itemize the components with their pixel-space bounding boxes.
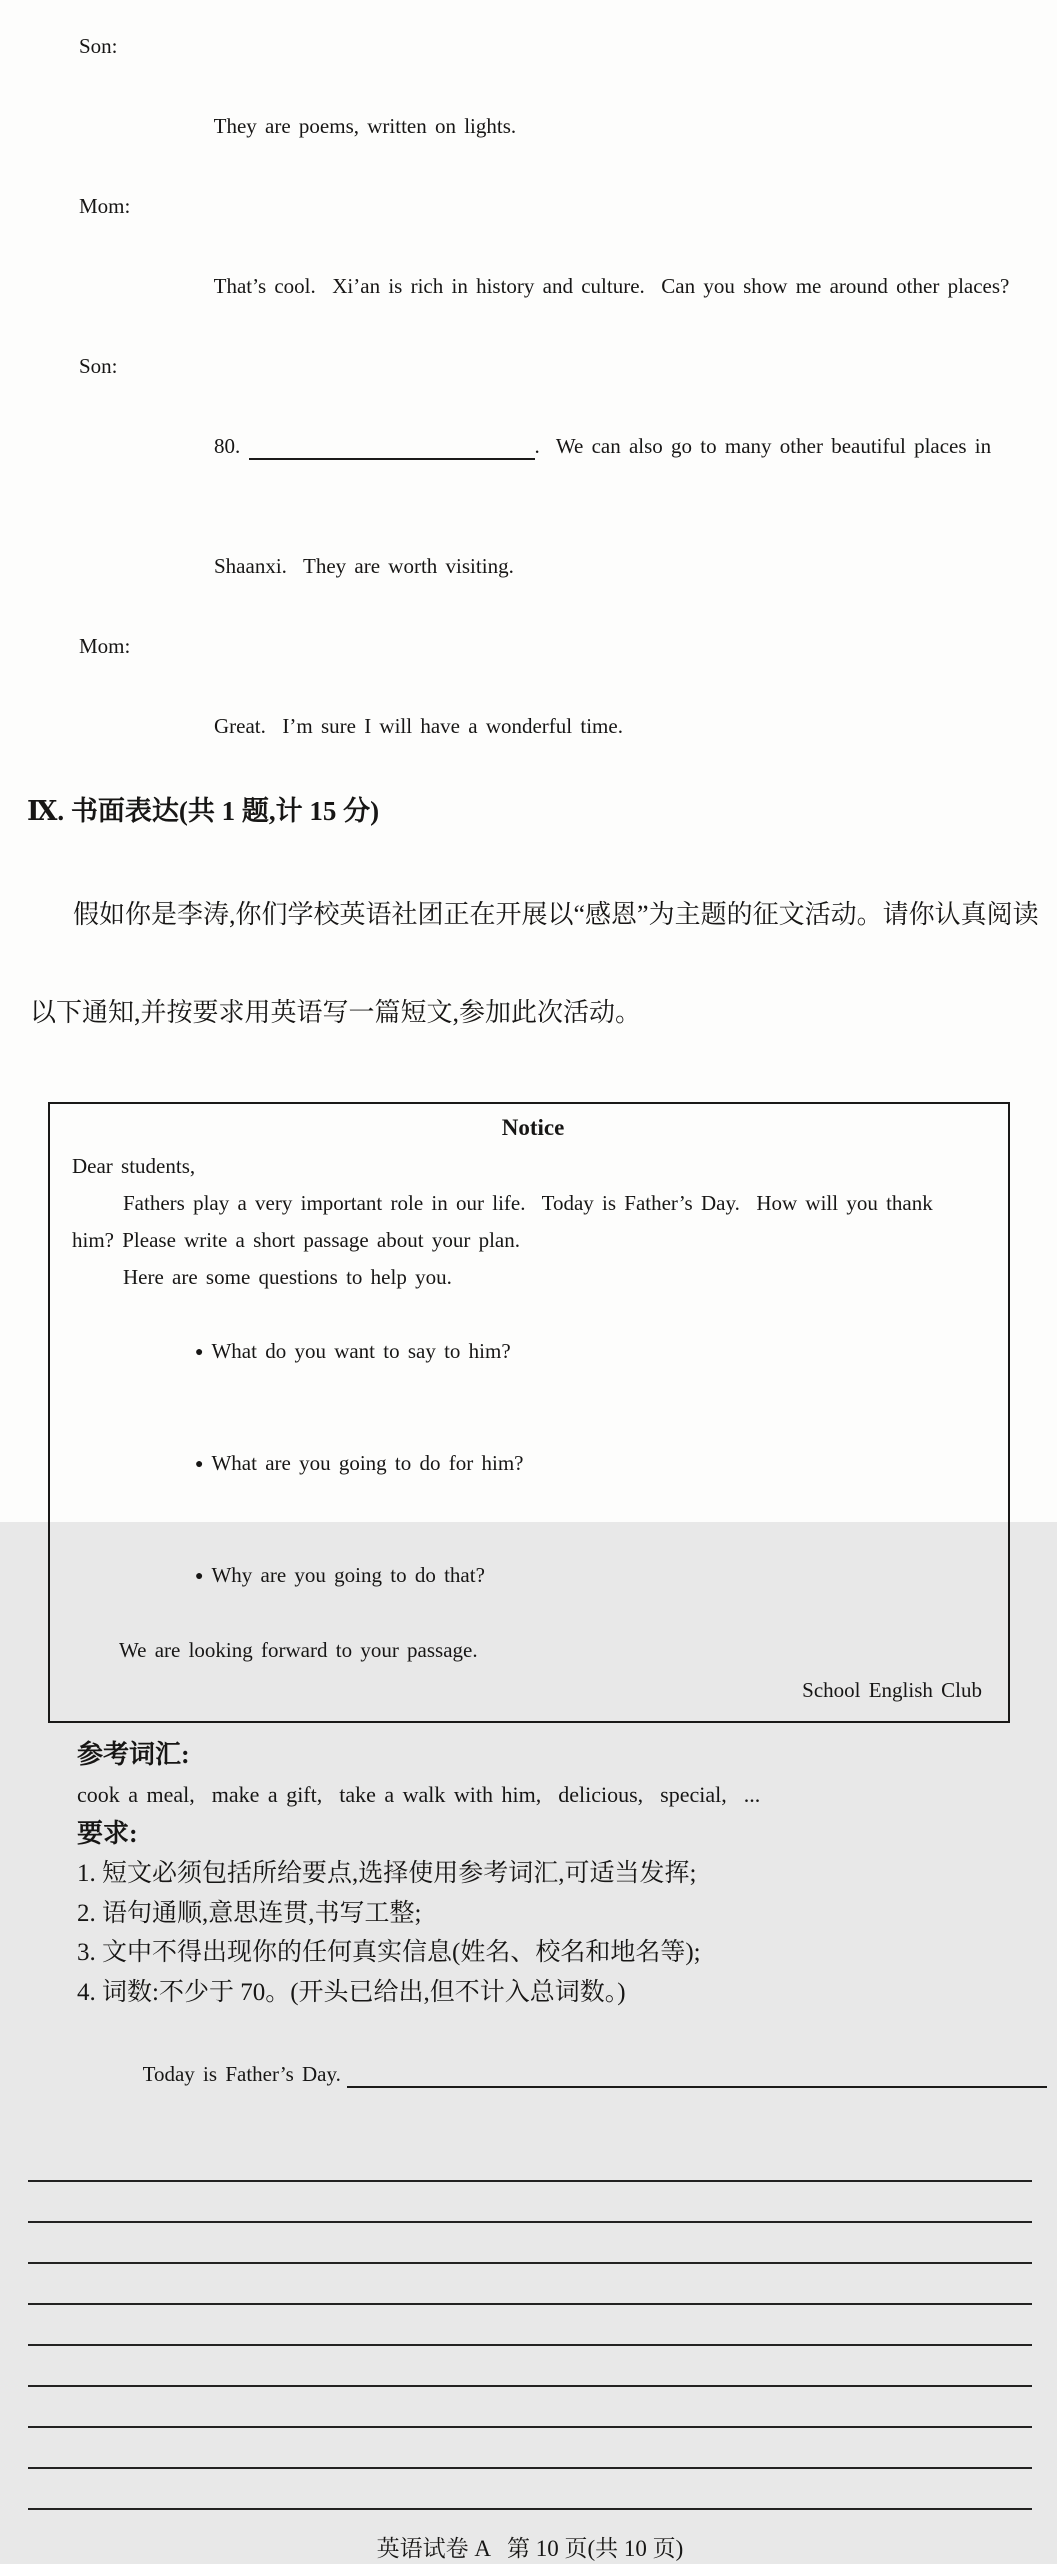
- speaker-label: Mom:: [79, 194, 131, 218]
- answer-line: [28, 2387, 1032, 2428]
- answer-blank-opening: [347, 2072, 1047, 2088]
- answer-line: [28, 2346, 1032, 2387]
- notice-title: Notice: [501, 1115, 565, 1140]
- dialogue-text: Shaanxi. They are worth visiting.: [214, 554, 514, 578]
- question-number: 80.: [214, 434, 249, 458]
- notice-signature: School English Club: [802, 1678, 982, 1702]
- notice-box: [48, 1102, 1010, 1723]
- dialogue-text: . We can also go to many other beautiful places in: [534, 434, 992, 458]
- notice-bullet-item: [72, 1408, 994, 1520]
- requirement-item: 2. 语句通顺,意思连贯,书写工整;: [77, 1899, 422, 1927]
- dialogue-text: They are poems, written on lights.: [213, 114, 517, 138]
- reference-label: 参考词汇:: [77, 1740, 190, 1769]
- answer-line: [28, 2264, 1032, 2305]
- answer-line: [28, 2223, 1032, 2264]
- reference-words: cook a meal, make a gift, take a walk with him, delicious, special, ...: [77, 1782, 761, 1807]
- bullet-text: What are you going to do for him?: [211, 1451, 524, 1475]
- notice-body-line: Fathers play a very important role in our life. Today is Father’s Day. How will you thank: [123, 1191, 933, 1215]
- notice-bullet-item: [72, 1520, 994, 1632]
- intro-line: 假如你是李涛,你们学校英语社团正在开展以“感恩”为主题的征文活动。请你认真阅读: [73, 900, 1039, 929]
- dialogue-line-question-80: [30, 346, 1030, 506]
- requirement-item: 4. 词数:不少于 70。(开头已给出,但不计入总词数。): [77, 1978, 626, 2006]
- dialogue-text: That’s cool. Xi’an is rich in history and culture. Can you show me around other places?: [213, 274, 1010, 298]
- dialogue-line: [30, 26, 1030, 186]
- opening-text: Today is Father’s Day.: [142, 2062, 341, 2086]
- page-footer: 英语试卷 A 第 10 页(共 10 页): [376, 2536, 684, 2561]
- section-heading: Ⅸ. 书面表达(共 1 题,计 15 分): [27, 796, 380, 826]
- bullet-icon: ●: [195, 1345, 204, 1360]
- reference-requirements-section: [77, 1735, 1030, 2136]
- notice-body-line: him? Please write a short passage about your plan.: [72, 1228, 520, 1252]
- answer-line: [28, 2141, 1032, 2182]
- dialogue-text: Great. I’m sure I will have a wonderful time.: [214, 714, 623, 738]
- answer-line: [28, 2182, 1032, 2223]
- dialogue-line: [30, 626, 1030, 786]
- section-intro: [30, 836, 1039, 1092]
- speaker-label: Mom:: [79, 634, 131, 658]
- dialogue-line: [30, 186, 1030, 346]
- speaker-label: Son:: [79, 34, 118, 58]
- dialogue-section: [30, 26, 1030, 786]
- intro-line: 以下通知,并按要求用英语写一篇短文,参加此次活动。: [30, 998, 642, 1027]
- notice-bullet-item: [72, 1296, 994, 1408]
- bullet-text: Why are you going to do that?: [211, 1563, 485, 1587]
- requirement-item: 3. 文中不得出现你的任何真实信息(姓名、校名和地名等);: [77, 1939, 701, 1966]
- speaker-label: Son:: [79, 354, 118, 378]
- bullet-icon: ●: [195, 1569, 204, 1584]
- notice-body-line: Here are some questions to help you.: [123, 1265, 452, 1289]
- bullet-text: What do you want to say to him?: [211, 1339, 511, 1363]
- answer-line: [28, 2469, 1032, 2510]
- answer-blank-80: [249, 444, 535, 460]
- answer-line: [28, 2428, 1032, 2469]
- notice-salutation: Dear students,: [72, 1154, 196, 1178]
- requirement-item: 1. 短文必须包括所给要点,选择使用参考词汇,可适当发挥;: [77, 1860, 697, 1887]
- dialogue-line-continuation: [30, 506, 1030, 626]
- answer-area: [28, 2141, 1032, 2510]
- requirements-label: 要求:: [77, 1819, 138, 1848]
- composition-opening: [77, 2013, 1030, 2136]
- answer-line: [28, 2305, 1032, 2346]
- notice-closing: We are looking forward to your passage.: [119, 1638, 478, 1662]
- bullet-icon: ●: [195, 1457, 204, 1472]
